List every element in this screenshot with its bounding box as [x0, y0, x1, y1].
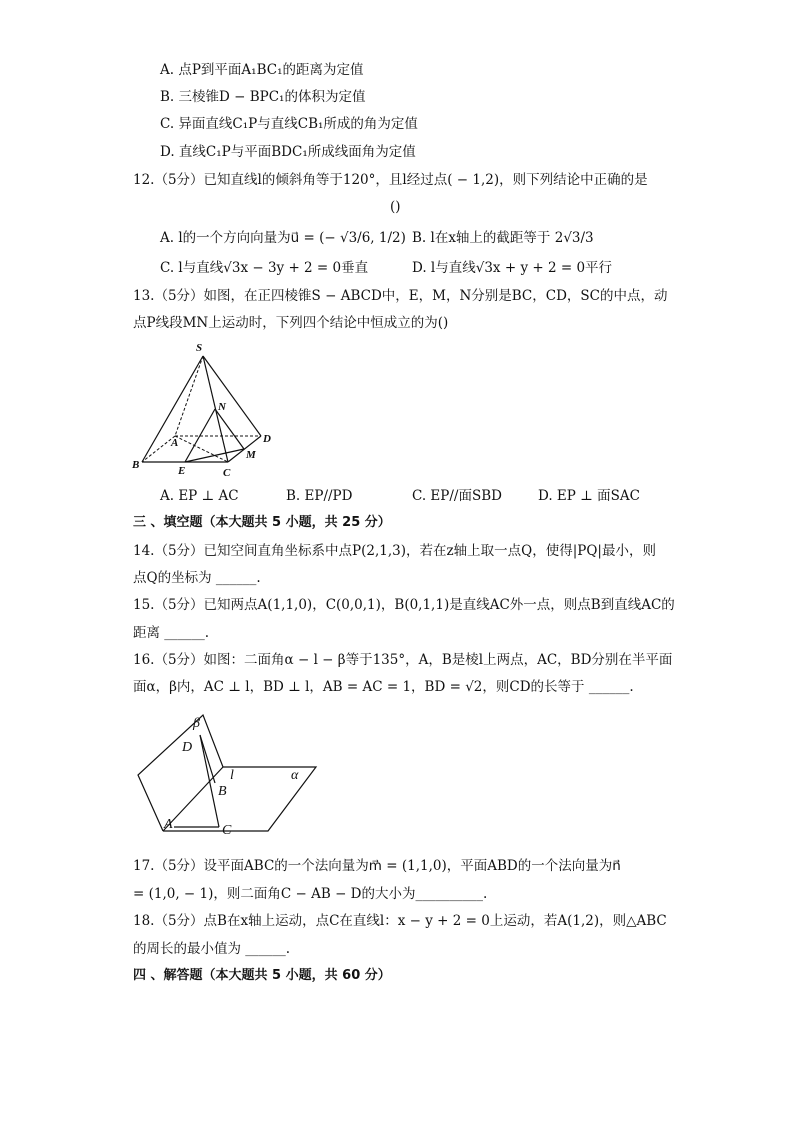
section-4-heading: 四 、解答题（本大题共 5 小题，共 60 分） [133, 968, 391, 983]
q18-line2: 的周长的最小值为 ______. [133, 941, 291, 957]
edge-sd [203, 356, 261, 436]
q18-line1: 18.（5分）点B在x轴上运动，点C在直线l：x − y + 2 = 0上运动，若A(1,2)，则△ABC [133, 913, 667, 929]
q11-option-b: B. 三棱锥D − BPC₁的体积为定值 [160, 89, 366, 105]
label-n: N [218, 401, 226, 413]
q13-line1: 13.（5分）如图，在正四棱锥S − ABCD中，E，M，N分别是BC，CD，SC的中点，动 [133, 288, 668, 304]
label-alpha: α [291, 768, 299, 783]
q12-answer-paren: () [390, 199, 401, 215]
q17-line2: = (1,0, − 1)，则二面角C − AB − D的大小为__________. [133, 886, 488, 902]
label-d: D [182, 740, 193, 755]
q14-line2: 点Q的坐标为 ______. [133, 570, 261, 586]
label-d: D [263, 433, 271, 445]
q14-line1: 14.（5分）已知空间直角坐标系中点P(2,1,3)，若在z轴上取一点Q，使得|PQ|最小，则 [133, 543, 656, 559]
q12-option-b: B. l在x轴上的截距等于 2√3/3 [412, 230, 594, 246]
q11-option-c: C. 异面直线C₁P与直线CB₁所成的角为定值 [160, 116, 418, 132]
q15-line2: 距离 ______. [133, 625, 210, 641]
label-m: M [246, 449, 256, 461]
edge-cd [228, 436, 261, 462]
label-l: l [230, 768, 234, 783]
label-c: C [222, 823, 232, 838]
q13-option-a: A. EP ⊥ AC [160, 488, 239, 504]
q13-option-c: C. EP//面SBD [412, 488, 502, 504]
edge-sa-hidden [175, 356, 203, 436]
q12-stem: 12.（5分）已知直线l的倾斜角等于120°，且l经过点( − 1,2)，则下列结论中正确的是 [133, 172, 648, 188]
label-e: E [178, 465, 186, 477]
label-beta: β [193, 716, 200, 731]
q11-option-a: A. 点P到平面A₁BC₁的距离为定值 [160, 62, 364, 78]
q12-option-c: C. l与直线√3x − 3y + 2 = 0垂直 [160, 260, 369, 276]
q16-line1: 16.（5分）如图：二面角α − l − β等于135°，A，B是棱l上两点，AC，BD分别在半平面 [133, 652, 673, 668]
q11-option-d: D. 直线C₁P与平面BDC₁所成线面角为定值 [160, 144, 416, 160]
label-s: S [196, 342, 203, 354]
q13-option-d: D. EP ⊥ 面SAC [538, 488, 640, 504]
q13-line2: 点P线段MN上运动时，下列四个结论中恒成立的为() [133, 315, 449, 331]
label-a: A [164, 817, 173, 832]
label-c: C [223, 467, 231, 479]
segment-em [185, 449, 244, 462]
section-3-heading: 三 、填空题（本大题共 5 小题，共 25 分） [133, 515, 391, 530]
label-b: B [132, 459, 140, 471]
q17-line1: 17.（5分）设平面ABC的一个法向量为m⃗ = (1,1,0)，平面ABD的一个法向量为n⃗ [133, 858, 621, 874]
q12-option-a: A. l的一个方向向量为u⃗ = (− √3/6, 1/2) [160, 230, 406, 246]
segment-bd [200, 735, 215, 783]
plane-beta-edge [138, 715, 223, 831]
label-a: A [171, 437, 179, 449]
q16-line2: 面α，β内，AC ⊥ l，BD ⊥ l，AB = AC = 1，BD = √2，则CD的长等于 ______. [133, 679, 634, 695]
segment-nm [215, 409, 244, 449]
pyramid-figure [128, 338, 288, 483]
label-b: B [218, 784, 227, 799]
q13-option-b: B. EP//PD [286, 488, 353, 504]
q15-line1: 15.（5分）已知两点A(1,1,0)，C(0,0,1)，B(0,1,1)是直线AC外一点，则点B到直线AC的 [133, 597, 675, 613]
dihedral-figure [133, 703, 323, 843]
q12-option-d: D. l与直线√3x + y + 2 = 0平行 [412, 260, 613, 276]
